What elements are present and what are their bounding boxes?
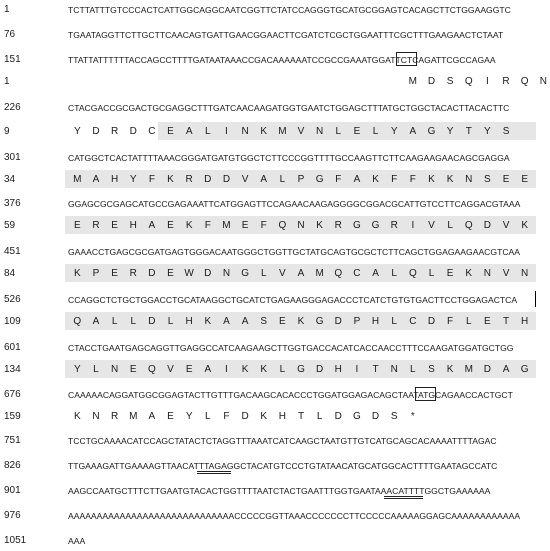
amino-acid: I (486, 76, 489, 87)
amino-acid: E (521, 174, 528, 185)
protein-row (0, 362, 543, 380)
amino-acid: C (148, 126, 156, 137)
amino-acid: L (205, 411, 211, 422)
nucleotide-row (0, 52, 543, 70)
amino-acid: Q (278, 220, 287, 231)
amino-acid: T (502, 316, 510, 327)
amino-acid: R (110, 411, 119, 422)
amino-acid: K (446, 364, 454, 375)
amino-acid: G (315, 174, 324, 185)
amino-acid: T (465, 126, 472, 137)
position-number: 34 (4, 174, 16, 185)
amino-acid: E (167, 268, 174, 279)
amino-acid: E (484, 316, 491, 327)
nucleotide-sequence: CTACCTGAATGAGCAGGTTGAGGCCATCAAGAAGCTTGGTGACCACATCACCAACCTTTCCAAGATGGATGCTGG (68, 343, 514, 353)
amino-acid: H (278, 411, 286, 422)
protein-row (0, 124, 543, 142)
amino-acid: D (483, 364, 491, 375)
amino-acid: A (409, 126, 417, 137)
amino-acid: K (241, 364, 249, 375)
amino-acid: D (204, 174, 212, 185)
amino-acid: L (410, 364, 416, 375)
amino-acid: R (129, 268, 137, 279)
amino-acid: L (93, 364, 99, 375)
amino-acid: A (353, 174, 361, 185)
amino-acid: K (260, 126, 268, 137)
amino-acid: N (241, 126, 249, 137)
amino-acid: G (520, 364, 529, 375)
amino-acid: H (371, 316, 380, 327)
amino-acid: A (148, 220, 156, 231)
amino-acid: L (391, 268, 397, 279)
amino-acid: N (110, 364, 119, 375)
amino-acid: M (73, 174, 82, 185)
nucleotide-row (0, 508, 543, 526)
amino-acid: F (260, 220, 267, 231)
amino-acid: Q (520, 76, 529, 87)
amino-acid: L (279, 174, 286, 185)
amino-acid: L (260, 268, 267, 279)
amino-acid: V (167, 364, 174, 375)
amino-acid: L (391, 316, 397, 327)
stop-codon-box (415, 387, 436, 401)
amino-acid: L (465, 316, 472, 327)
amino-acid: G (315, 316, 324, 327)
amino-acid: D (316, 364, 324, 375)
amino-acid: P (297, 174, 305, 185)
amino-acid: Y (484, 126, 491, 137)
nucleotide-sequence: AAAAAAAAAAAAAAAAAAAAAAAAAAAAACCCCCGGTTAAACCCCCCCTTCCCCCAAAAAGGAGCAAAAAAAAAAAA (68, 511, 521, 521)
amino-acid: N (316, 126, 324, 137)
start-codon-box (396, 52, 417, 66)
amino-acid: E (111, 220, 118, 231)
amino-acid: A (502, 364, 510, 375)
nucleotide-sequence: CTACGACCGCGACTGCGAGGCTTTGATCAACAAGATGGTGAATCTGGAGCTTTATGCTGGCTACACTTACACTTC (68, 103, 510, 113)
position-number: 84 (4, 268, 16, 279)
position-number: 226 (4, 102, 21, 113)
position-number: 451 (4, 246, 21, 257)
amino-acid: S (390, 411, 398, 422)
amino-acid: D (148, 268, 156, 279)
amino-acid: A (223, 316, 230, 327)
amino-acid: D (334, 316, 342, 327)
amino-acid: W (184, 268, 194, 279)
amino-acid: D (371, 411, 380, 422)
amino-acid: R (334, 220, 342, 231)
protein-row (0, 218, 543, 236)
amino-acid: A (148, 411, 156, 422)
amino-acid: A (372, 268, 379, 279)
nucleotide-sequence: TTGAAAGATTGAAAAGTTAACATTTAGAGGCTACATGTCCCTGTATAACATGCATGGCACTTTTGAATAGCCATC (68, 461, 498, 471)
attta-motif-underline (197, 471, 230, 474)
amino-acid: Q (73, 316, 82, 327)
nucleotide-row (0, 27, 543, 45)
amino-acid: K (260, 411, 268, 422)
amino-acid: I (225, 126, 228, 137)
amino-acid: V (297, 126, 305, 137)
amino-acid: H (129, 220, 137, 231)
amino-acid: D (334, 411, 342, 422)
amino-acid: E (185, 364, 193, 375)
amino-acid: N (521, 268, 529, 279)
amino-acid: N (222, 268, 231, 279)
amino-acid: K (428, 174, 435, 185)
amino-acid: I (225, 364, 228, 375)
amino-acid: G (353, 411, 361, 422)
amino-acid: M (408, 76, 417, 87)
nucleotide-row (0, 340, 543, 358)
position-number: 676 (4, 389, 21, 400)
nucleotide-sequence: TCTTATTTGTCCCACTCATTGGCAGGCAATCGGTTCTATCCAGGGTGCATGCGGAGTCACAGCTTCTGGAAGGTC (68, 5, 511, 15)
nucleotide-row (0, 458, 543, 476)
position-number: 134 (4, 364, 21, 375)
position-number: 76 (4, 29, 16, 40)
protein-row (0, 74, 547, 92)
nucleotide-sequence: TGAATAGGTTCTTGCTTCAACAGTGATTGAACGGAACTTCGATCTCGCTGGAATTTCGCTTTGAAGAACTCTAAT (68, 30, 504, 40)
amino-acid: A (297, 268, 305, 279)
amino-acid: F (409, 174, 416, 185)
amino-acid: I (355, 364, 359, 375)
position-number: 159 (4, 411, 21, 422)
amino-acid: H (110, 174, 119, 185)
polyA-signal-underline (384, 496, 423, 499)
amino-acid: K (185, 220, 193, 231)
amino-acid: S (502, 126, 510, 137)
amino-acid: D (483, 220, 491, 231)
amino-acid: K (73, 268, 81, 279)
amino-acid: G (427, 126, 436, 137)
nucleotide-row (0, 196, 543, 214)
amino-acid: F (148, 174, 155, 185)
amino-acid: Y (129, 174, 137, 185)
amino-acid: D (427, 316, 436, 327)
amino-acid: V (428, 220, 435, 231)
stop-codon-mark: * (410, 411, 415, 422)
nucleotide-sequence: CCAGGCTCTGCTGGACCTGCATAAGGCTGCATCTGAGAAGGGAGACCCTCATCTGTGTGACTTCCTGGAGACTCA (68, 295, 518, 305)
nucleotide-sequence: GGAGCGCGAGCATGCCGAGAAATTCATGGAGTTCCAGAACAAGAGGGGCGGACGCATTGTCCTTCAGGACGTAAA (68, 199, 521, 209)
amino-acid: L (335, 126, 342, 137)
amino-acid: R (185, 174, 193, 185)
amino-acid: G (297, 364, 305, 375)
amino-acid: D (427, 76, 436, 87)
amino-acid: K (521, 220, 528, 231)
position-number: 1 (4, 4, 10, 15)
position-number: 1 (4, 76, 10, 87)
position-number: 9 (4, 126, 10, 137)
amino-acid: N (297, 220, 305, 231)
amino-acid: V (241, 174, 249, 185)
amino-acid: F (335, 174, 342, 185)
amino-acid: K (446, 174, 454, 185)
amino-acid: R (110, 126, 119, 137)
nucleotide-sequence: CATGGCTCACTATTTTAAACGGGATGATGTGGCTCTTCCCGGTTTTGCCAAGTTCTTCAAGAAGAACAGCGAGGA (68, 153, 510, 163)
amino-acid: E (446, 268, 454, 279)
nucleotide-sequence: CAAAAACAGGATGGCGGAGTACTTGTTTGACAAGCACACCCTGGATGGAGACAGCTAATATGCAGAACCACTGCT (68, 390, 513, 400)
amino-acid: E (241, 220, 249, 231)
amino-acid: N (390, 364, 398, 375)
amino-acid: L (111, 316, 118, 327)
amino-acid: M (278, 126, 287, 137)
position-number: 301 (4, 152, 21, 163)
position-number: 1051 (4, 535, 27, 546)
amino-acid: H (185, 316, 193, 327)
nucleotide-row (0, 483, 543, 501)
amino-acid: S (484, 174, 491, 185)
amino-acid: L (372, 126, 379, 137)
nucleotide-sequence: AAGCCAATGCTTTCTTGAATGTACACTGGTTTTAATCTACTGAATTTGGTGAATAAACATTTTGGCTGAAAAAA (68, 486, 491, 496)
amino-acid: E (502, 174, 510, 185)
amino-acid: Q (408, 268, 417, 279)
amino-acid: E (167, 411, 174, 422)
protein-row (0, 172, 543, 190)
amino-acid: Y (73, 126, 81, 137)
amino-acid: V (502, 220, 510, 231)
position-number: 109 (4, 316, 21, 327)
amino-acid: H (521, 316, 529, 327)
amino-acid: S (428, 364, 435, 375)
amino-acid: L (205, 126, 211, 137)
text-cursor (535, 291, 536, 307)
amino-acid: T (372, 364, 379, 375)
amino-acid: A (260, 174, 268, 185)
amino-acid: F (204, 220, 211, 231)
amino-acid: E (129, 364, 137, 375)
amino-acid: E (167, 220, 174, 231)
amino-acid: L (167, 316, 174, 327)
amino-acid: A (185, 126, 193, 137)
amino-acid: K (297, 316, 305, 327)
amino-acid: Y (185, 411, 193, 422)
amino-acid: T (297, 411, 305, 422)
amino-acid: Y (390, 126, 398, 137)
amino-acid: M (222, 220, 231, 231)
amino-acid: I (411, 220, 415, 231)
amino-acid: P (353, 316, 361, 327)
amino-acid: D (204, 268, 212, 279)
amino-acid: N (465, 174, 473, 185)
protein-row (0, 314, 543, 332)
amino-acid: M (315, 268, 324, 279)
amino-acid: E (353, 126, 361, 137)
amino-acid: A (241, 316, 249, 327)
domain-highlight (158, 122, 536, 140)
nucleotide-sequence: TCCTGCAAAACATCCAGCTATACTCTAGGTTTAAATCATCAAGCTAATGTTGTCATGCAGCACAAAATTTTAGAC (68, 436, 497, 446)
position-number: 151 (4, 54, 21, 65)
amino-acid: F (447, 316, 454, 327)
amino-acid: E (73, 220, 81, 231)
amino-acid: K (260, 364, 268, 375)
protein-row (0, 409, 543, 427)
nucleotide-row (0, 244, 543, 262)
amino-acid: L (130, 316, 137, 327)
amino-acid: S (446, 76, 454, 87)
position-number: 59 (4, 220, 16, 231)
amino-acid: E (279, 316, 286, 327)
amino-acid: M (464, 364, 473, 375)
amino-acid: N (483, 268, 491, 279)
amino-acid: Q (464, 220, 473, 231)
position-number: 826 (4, 460, 21, 471)
amino-acid: K (372, 174, 379, 185)
amino-acid: Y (446, 126, 454, 137)
amino-acid: G (371, 220, 380, 231)
position-number: 526 (4, 294, 21, 305)
amino-acid: D (148, 316, 156, 327)
amino-acid: F (223, 411, 230, 422)
amino-acid: N (539, 76, 547, 87)
nucleotide-sequence: AAA (68, 536, 86, 546)
amino-acid: R (502, 76, 510, 87)
amino-acid: Y (73, 364, 81, 375)
amino-acid: V (502, 268, 510, 279)
nucleotide-row (0, 533, 543, 551)
amino-acid: Q (147, 364, 156, 375)
amino-acid: G (241, 268, 249, 279)
amino-acid: V (279, 268, 286, 279)
position-number: 976 (4, 510, 21, 521)
nucleotide-row (0, 387, 543, 405)
amino-acid: K (73, 411, 81, 422)
amino-acid: A (204, 364, 212, 375)
position-number: 601 (4, 342, 21, 353)
amino-acid: A (92, 174, 100, 185)
amino-acid: D (92, 126, 100, 137)
amino-acid: D (241, 411, 249, 422)
nucleotide-row (0, 433, 543, 451)
amino-acid: K (316, 220, 323, 231)
nucleotide-row (0, 150, 543, 168)
amino-acid: L (279, 364, 286, 375)
nucleotide-sequence: TTATTATTTTTTACCAGCCTTTTGATAATAAACCGACAAAAAATCCGCCGAAATGGATTCTCAGATTCGCCAGAA (68, 55, 496, 65)
amino-acid: Q (464, 76, 473, 87)
amino-acid: K (465, 268, 473, 279)
amino-acid: S (260, 316, 268, 327)
amino-acid: R (390, 220, 398, 231)
nucleotide-row (0, 100, 543, 118)
amino-acid: K (167, 174, 174, 185)
nucleotide-row (0, 2, 543, 20)
nucleotide-sequence: GAAACCTGAGCGCGATGAGTGGGACAATGGGCTGGTTGCTATGCAGTGCGCTCTTCAGCTGGAGAAGAACGTCAA (68, 247, 520, 257)
protein-row (0, 266, 543, 284)
amino-acid: M (129, 411, 138, 422)
amino-acid: L (428, 268, 435, 279)
amino-acid: E (111, 268, 118, 279)
amino-acid: C (409, 316, 417, 327)
amino-acid: K (204, 316, 212, 327)
amino-acid: R (92, 220, 100, 231)
amino-acid: H (334, 364, 342, 375)
amino-acid: D (129, 126, 137, 137)
amino-acid: G (353, 220, 361, 231)
amino-acid: Q (334, 268, 343, 279)
amino-acid: C (353, 268, 361, 279)
amino-acid: F (391, 174, 398, 185)
position-number: 901 (4, 485, 21, 496)
amino-acid: D (222, 174, 231, 185)
amino-acid: N (92, 411, 100, 422)
amino-acid: E (167, 126, 174, 137)
position-number: 751 (4, 435, 21, 446)
amino-acid: A (92, 316, 100, 327)
amino-acid: L (316, 411, 323, 422)
amino-acid: P (92, 268, 100, 279)
position-number: 376 (4, 198, 21, 209)
nucleotide-row (0, 292, 543, 310)
amino-acid: L (447, 220, 453, 231)
